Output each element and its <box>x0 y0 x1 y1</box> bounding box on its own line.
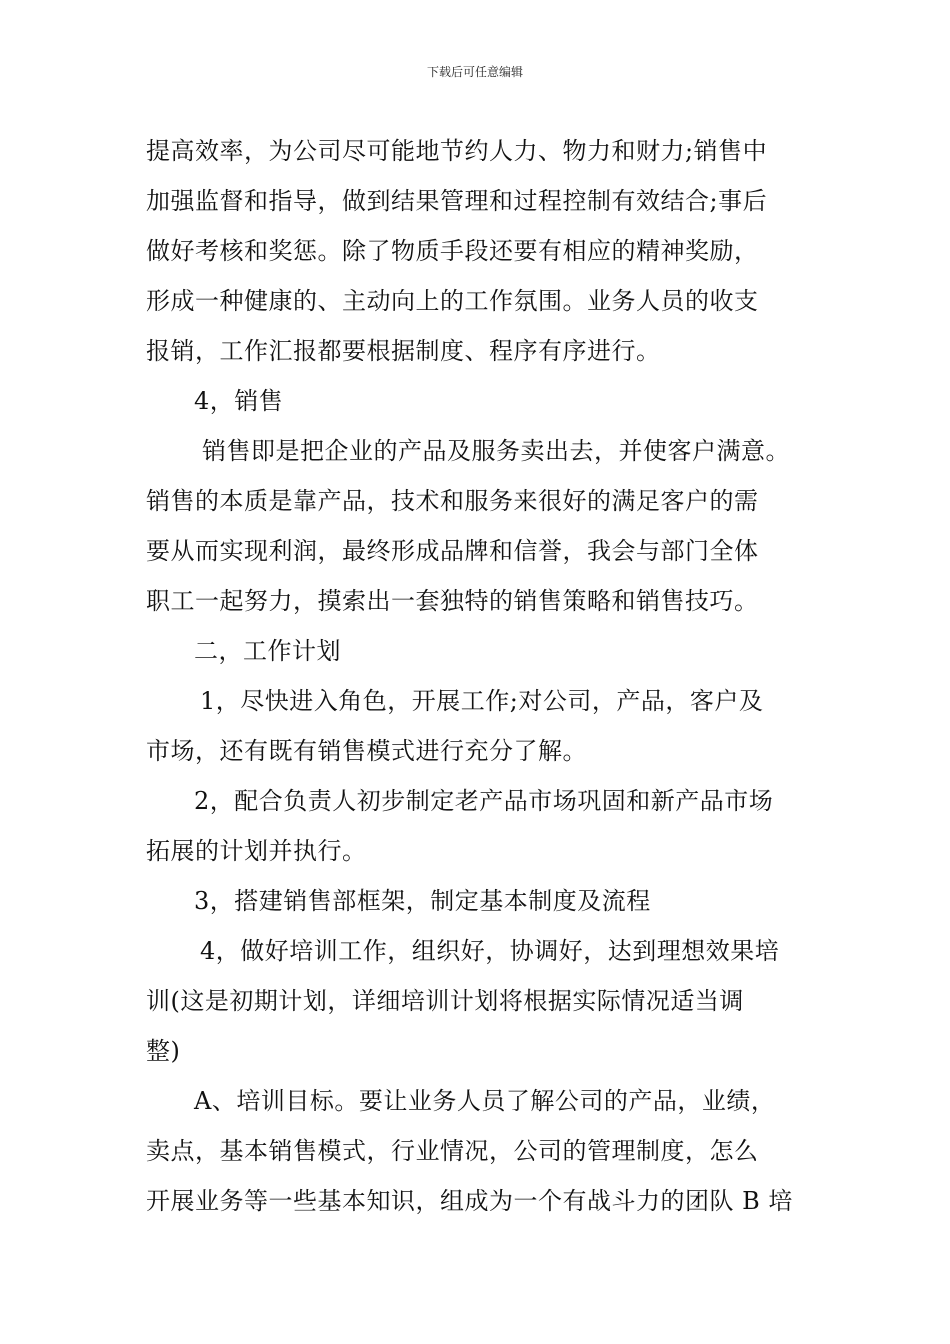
plan-item-2: 2，配合负责人初步制定老产品市场巩固和新产品市场 <box>194 787 774 815</box>
paragraph-first-line: 销售即是把企业的产品及服务卖出去，并使客户满意。 <box>202 437 790 465</box>
text-line: 训(这是初期计划，详细培训计划将根据实际情况适当调 <box>146 987 744 1015</box>
plan-item-3: 3，搭建销售部框架，制定基本制度及流程 <box>194 887 651 915</box>
text-line: 整) <box>146 1037 181 1065</box>
text-line: 做好考核和奖惩。除了物质手段还要有相应的精神奖励， <box>146 237 759 265</box>
text-line: 报销，工作汇报都要根据制度、程序有序进行。 <box>146 337 661 365</box>
document-body <box>146 126 826 1226</box>
text-line: 市场，还有既有销售模式进行充分了解。 <box>146 737 587 765</box>
text-line: 职工一起努力，摸索出一套独特的销售策略和销售技巧。 <box>146 587 759 615</box>
text-line: 加强监督和指导，做到结果管理和过程控制有效结合;事后 <box>146 187 768 215</box>
text-line: 卖点，基本销售模式，行业情况，公司的管理制度，怎么 <box>146 1137 759 1165</box>
text-line: 销售的本质是靠产品，技术和服务来很好的满足客户的需 <box>146 487 759 515</box>
text-line: 形成一种健康的、主动向上的工作氛围。业务人员的收支 <box>146 287 759 315</box>
training-goal-line: A、培训目标。要让业务人员了解公司的产品，业绩， <box>194 1087 776 1115</box>
plan-item-4: 4，做好培训工作，组织好，协调好，达到理想效果培 <box>200 937 780 965</box>
text-line: 要从而实现利润，最终形成品牌和信誉，我会与部门全体 <box>146 537 759 565</box>
section-heading-work-plan: 二，工作计划 <box>194 637 341 665</box>
text-line: 提高效率，为公司尽可能地节约人力、物力和财力;销售中 <box>146 137 768 165</box>
plan-item-1: 1，尽快进入角色，开展工作;对公司，产品，客户及 <box>200 687 764 715</box>
page-header: 下载后可任意编辑 <box>426 65 523 79</box>
text-line: 开展业务等一些基本知识，组成为一个有战斗力的团队 B 培 <box>146 1187 793 1215</box>
section-heading-sales: 4，销售 <box>194 387 284 415</box>
text-line: 拓展的计划并执行。 <box>146 837 367 865</box>
